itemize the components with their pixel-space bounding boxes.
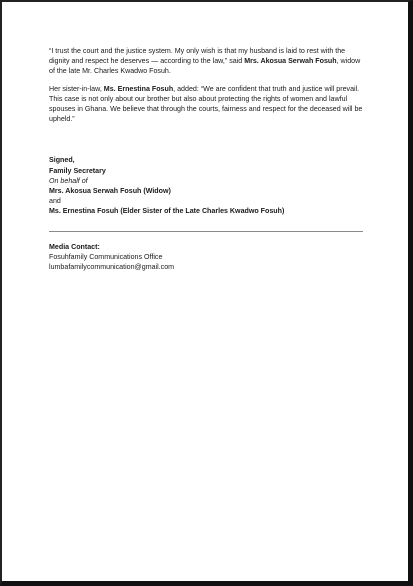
signed-label: Signed,	[49, 156, 75, 165]
sister-name: Ms. Ernestina Fosuh	[103, 84, 174, 93]
quote-text-end: , widow of the late Mr. Charles Kwadwo Fosuh.	[49, 57, 361, 76]
media-contact-title: Media Contact:	[49, 242, 100, 251]
signatory-sister: Ms. Ernestina Fosuh (Elder Sister of the Late Charles Kwadwo Fosuh)	[49, 207, 285, 216]
media-contact-block	[49, 242, 367, 273]
quote-paragraph	[49, 46, 367, 77]
divider	[49, 231, 363, 232]
and-label: and	[49, 197, 61, 206]
signatory-widow: Mrs. Akosua Serwah Fosuh (Widow)	[49, 187, 171, 196]
on-behalf-label: On behalf of	[49, 176, 88, 185]
sister-paragraph	[49, 84, 367, 125]
sister-text-end: , added: “We are confident that truth and justice will prevail. This case is not only about our brother but also about protecting the rights of women and lawful spouses in Ghana. We believe that through the courts, fairness and respect for the deceased will be upheld.”	[49, 84, 363, 124]
media-contact-email[interactable]: lumbafamilycommunication@gmail.com	[49, 263, 175, 272]
sister-text-start: Her sister-in-law,	[49, 84, 104, 93]
media-contact-office: Fosuhfamily Communications Office	[49, 252, 163, 261]
spacer	[49, 131, 367, 155]
signatory-role: Family Secretary	[49, 166, 106, 175]
signature-block	[49, 155, 367, 216]
document-page	[49, 46, 367, 272]
widow-name: Mrs. Akosua Serwah Fosuh	[244, 57, 337, 66]
quote-text-start: “I trust the court and the justice system. My only wish is that my husband is laid to rest with the dignity and respect he deserves — according to the law,” said	[49, 47, 346, 66]
